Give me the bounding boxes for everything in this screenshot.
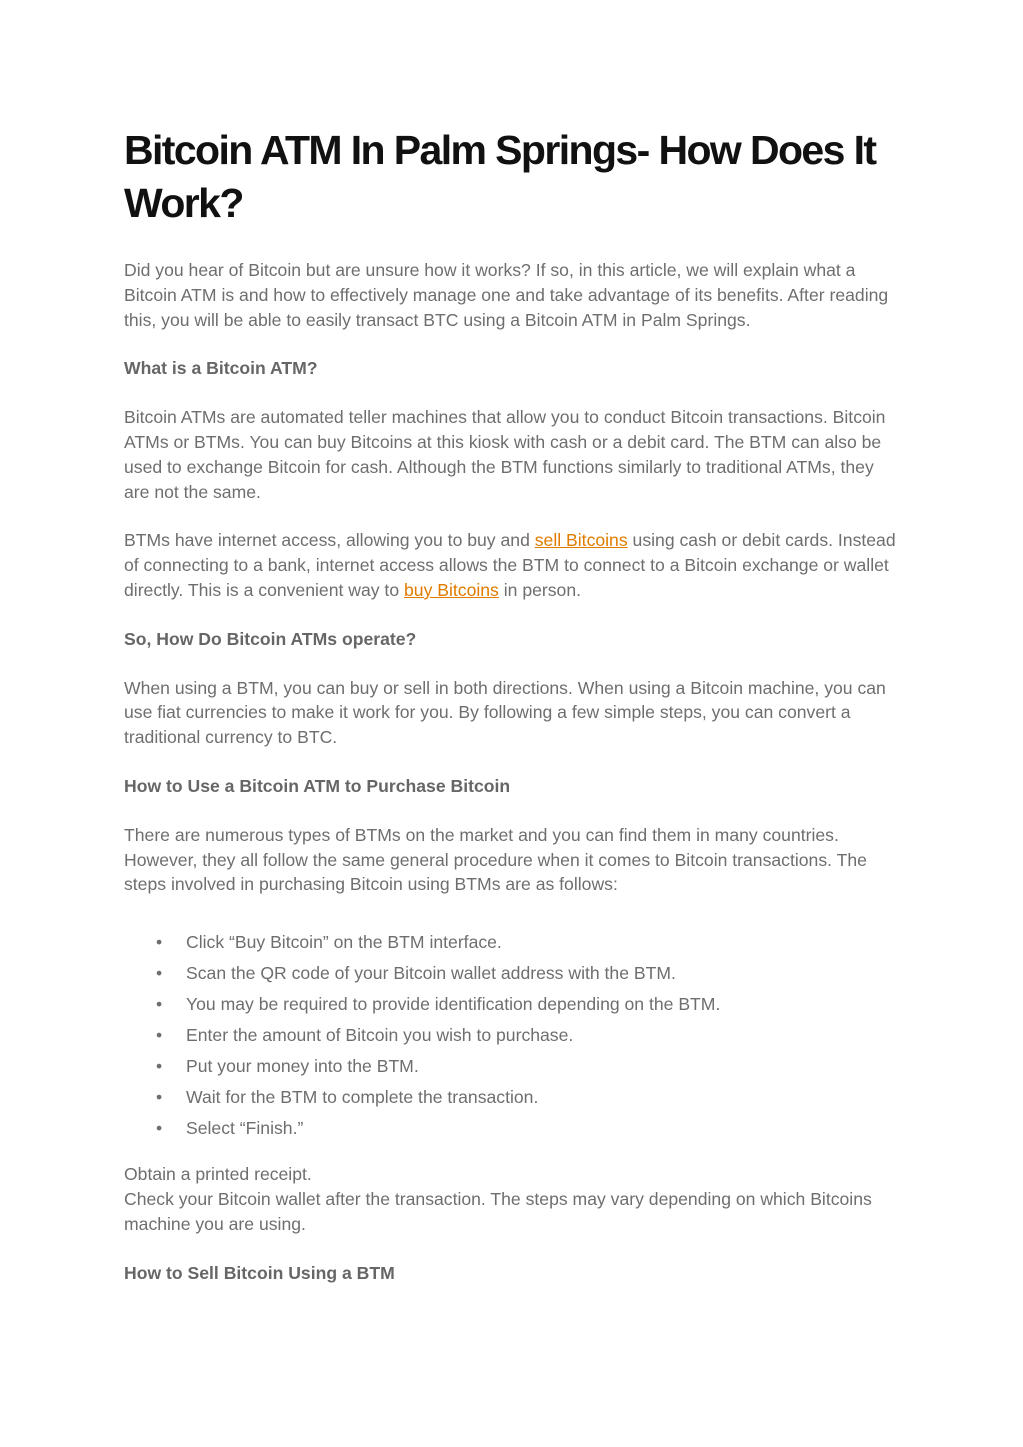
bullet: • [156,994,163,1015]
what-is-paragraph: Bitcoin ATMs are automated teller machines that allow you to conduct Bitcoin transactions. Bitcoin ATMs or BTMs. You can buy Bitcoins at this kiosk with cash or a debit card. The BTM can also be used to exchange Bitcoin for cash. Although the BTM functions similarly to traditional ATMs, they are not the same. [124,407,886,502]
list-item [124,958,904,989]
list-item [124,927,904,958]
list-item [124,1051,904,1082]
internet-access-paragraph [124,528,904,602]
section-heading-how-operate: So, How Do Bitcoin ATMs operate? [124,628,417,649]
receipt-line: Obtain a printed receipt. [124,1164,312,1185]
list-item [124,1020,904,1051]
bullet: • [156,1118,163,1139]
check-wallet-paragraph: Check your Bitcoin wallet after the transaction. The steps may vary depending on which Bitcoins machine you are using. [124,1188,872,1234]
paragraph-text: using cash or debit cards. Instead of connecting to a bank, internet access allows the BTM to connect to a Bitcoin exchange or wallet directly. This is a convenient way to [124,530,896,600]
document-page [124,124,904,1285]
step-text: Select “Finish.” [186,1118,304,1139]
bullet: • [156,1087,163,1108]
buy-bitcoins-link[interactable]: buy Bitcoins [404,579,499,600]
step-text: Enter the amount of Bitcoin you wish to purchase. [186,1025,574,1046]
bullet: • [156,1025,163,1046]
bullet: • [156,932,163,953]
step-text: Wait for the BTM to complete the transaction. [186,1087,539,1108]
step-text: You may be required to provide identification depending on the BTM. [186,994,721,1015]
bullet: • [156,1056,163,1077]
how-operate-paragraph: When using a BTM, you can buy or sell in both directions. When using a Bitcoin machine, you can use fiat currencies to make it work for you. By following a few simple steps, you can convert a traditional currency to BTC. [124,677,886,748]
paragraph-text: BTMs have internet access, allowing you to buy and [124,530,535,551]
section-heading-purchase: How to Use a Bitcoin ATM to Purchase Bitcoin [124,775,511,796]
page-title: Bitcoin ATM In Palm Springs- How Does It Work? [124,127,876,226]
purchase-steps-list [124,927,904,1144]
intro-paragraph: Did you hear of Bitcoin but are unsure how it works? If so, in this article, we will explain what a Bitcoin ATM is and how to effectively manage one and take advantage of its benefits. After reading this, you will be able to easily transact BTC using a Bitcoin ATM in Palm Springs. [124,260,889,330]
purchase-paragraph: There are numerous types of BTMs on the market and you can find them in many countries. However, they all follow the same general procedure when it comes to Bitcoin transactions. The steps involved in purchasing Bitcoin using BTMs are as follows: [124,824,867,895]
bullet: • [156,963,163,984]
section-heading-sell: How to Sell Bitcoin Using a BTM [124,1262,395,1283]
section-heading-what-is: What is a Bitcoin ATM? [124,358,318,379]
list-item [124,1113,904,1144]
step-text: Scan the QR code of your Bitcoin wallet address with the BTM. [186,963,676,984]
sell-bitcoins-link[interactable]: sell Bitcoins [534,530,628,551]
paragraph-text: in person. [498,579,582,600]
step-text: Put your money into the BTM. [186,1056,419,1077]
step-text: Click “Buy Bitcoin” on the BTM interface. [186,932,502,953]
list-item [124,989,904,1020]
list-item [124,1082,904,1113]
